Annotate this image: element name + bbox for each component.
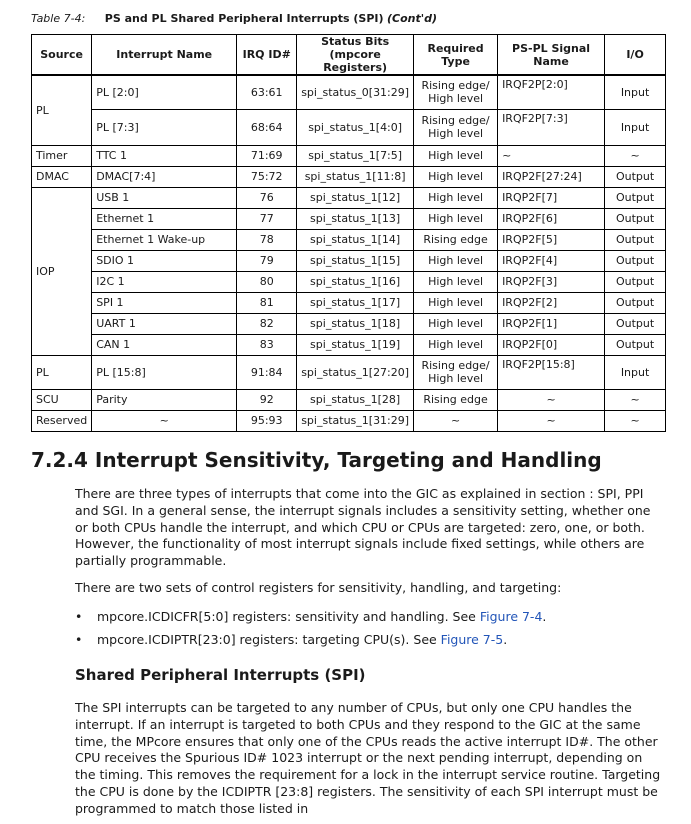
- interrupt-name-cell: Parity: [92, 389, 237, 410]
- interrupt-name-cell: USB 1: [92, 187, 237, 208]
- irq-id-cell: 91:84: [237, 355, 297, 389]
- irq-id-cell: 71:69: [237, 145, 297, 166]
- source-cell: Timer: [32, 145, 92, 166]
- bullet-text-main: mpcore.ICDICFR[5:0] registers: sensitivity and handling. See: [97, 609, 480, 624]
- interrupt-name-cell: PL [2:0]: [92, 75, 237, 109]
- interrupt-name-cell: SDIO 1: [92, 250, 237, 271]
- source-cell: DMAC: [32, 166, 92, 187]
- irq-id-cell: 68:64: [237, 109, 297, 145]
- required-type-cell: High level: [414, 187, 498, 208]
- signal-name-cell: IRQP2F[4]: [498, 250, 605, 271]
- required-type-line1: Rising edge/: [421, 114, 490, 127]
- io-cell: Output: [605, 250, 666, 271]
- required-type-line1: Rising edge/: [421, 79, 490, 93]
- required-type-line2: High level: [428, 372, 484, 385]
- required-type-cell: [414, 109, 498, 145]
- irq-id-cell: 82: [237, 313, 297, 334]
- irq-id-cell: 78: [237, 229, 297, 250]
- status-bits-cell: spi_status_1[14]: [297, 229, 414, 250]
- bullet-dot: •: [75, 632, 83, 647]
- interrupt-name-cell: DMAC[7:4]: [92, 166, 237, 187]
- source-cell: IOP: [32, 187, 92, 355]
- table-row: [32, 109, 666, 145]
- figure-7-5-link[interactable]: Figure 7-5: [440, 632, 504, 647]
- status-bits-cell: spi_status_1[28]: [297, 389, 414, 410]
- table-header-row: [32, 35, 666, 76]
- irq-id-cell: 81: [237, 292, 297, 313]
- irq-id-cell: 76: [237, 187, 297, 208]
- status-bits-cell: spi_status_0[31:29]: [297, 75, 414, 109]
- bullet-text-end: .: [503, 632, 508, 647]
- table-row: [32, 313, 666, 334]
- signal-name-cell: IRQP2F[0]: [498, 334, 605, 355]
- irq-id-cell: 75:72: [237, 166, 297, 187]
- table-row: [32, 271, 666, 292]
- bullet-text: [97, 609, 546, 624]
- source-cell: Reserved: [32, 410, 92, 431]
- table-row: [32, 250, 666, 271]
- table-row: [32, 145, 666, 166]
- header-status-bits-line2: (mpcore Registers): [323, 48, 388, 74]
- table-row: [32, 229, 666, 250]
- table-row: [32, 389, 666, 410]
- spi-table: [31, 34, 666, 432]
- table-caption-continued: (Cont'd): [387, 12, 438, 25]
- status-bits-cell: spi_status_1[12]: [297, 187, 414, 208]
- table-row: [32, 292, 666, 313]
- required-type-cell: [414, 355, 498, 389]
- signal-name-cell: IRQP2F[5]: [498, 229, 605, 250]
- required-type-line2: High level: [428, 92, 484, 106]
- required-type-cell: High level: [414, 292, 498, 313]
- interrupt-name-cell: CAN 1: [92, 334, 237, 355]
- required-type-cell: High level: [414, 271, 498, 292]
- header-interrupt-name: Interrupt Name: [92, 35, 237, 76]
- interrupt-name-cell: UART 1: [92, 313, 237, 334]
- paragraph-intro: There are three types of interrupts that come into the GIC as explained in section : SPI, PPI and SGI. In a general sense, the interrupt signals includes a sensitivity setting, whether one or both CPUs handle the interrupt, and which CPU or CPUs are targeted: zero, one, or both. However, the functionality of most interrupt signals include fixed settings, while others are partially programmable.: [75, 486, 651, 569]
- io-cell: ~: [605, 145, 666, 166]
- status-bits-cell: spi_status_1[18]: [297, 313, 414, 334]
- signal-name-cell: IRQF2P[15:8]: [498, 355, 605, 389]
- signal-name-cell: IRQP2F[3]: [498, 271, 605, 292]
- status-bits-cell: spi_status_1[15]: [297, 250, 414, 271]
- signal-name-cell: IRQP2F[7]: [498, 187, 605, 208]
- required-type-cell: High level: [414, 208, 498, 229]
- header-required-type: Required Type: [414, 35, 498, 76]
- io-cell: Output: [605, 229, 666, 250]
- interrupt-name-cell: ~: [92, 410, 237, 431]
- interrupt-name-cell: Ethernet 1 Wake-up: [92, 229, 237, 250]
- required-type-cell: High level: [414, 145, 498, 166]
- required-type-cell: High level: [414, 334, 498, 355]
- header-signal-name: PS-PL Signal Name: [498, 35, 605, 76]
- bullet-text: [97, 632, 507, 647]
- io-cell: ~: [605, 389, 666, 410]
- signal-name-cell: IRQF2P[2:0]: [498, 75, 605, 109]
- required-type-cell: Rising edge: [414, 229, 498, 250]
- required-type-cell: High level: [414, 313, 498, 334]
- io-cell: Output: [605, 166, 666, 187]
- io-cell: Output: [605, 271, 666, 292]
- io-cell: Output: [605, 313, 666, 334]
- status-bits-cell: spi_status_1[7:5]: [297, 145, 414, 166]
- interrupt-name-cell: PL [7:3]: [92, 109, 237, 145]
- status-bits-cell: spi_status_1[16]: [297, 271, 414, 292]
- irq-id-cell: 63:61: [237, 75, 297, 109]
- table-caption-label: Table 7-4:: [31, 12, 86, 25]
- table-row: [32, 334, 666, 355]
- status-bits-cell: spi_status_1[27:20]: [297, 355, 414, 389]
- required-type-cell: High level: [414, 166, 498, 187]
- status-bits-cell: spi_status_1[17]: [297, 292, 414, 313]
- required-type-cell: [414, 75, 498, 109]
- interrupt-name-cell: I2C 1: [92, 271, 237, 292]
- io-cell: Input: [605, 75, 666, 109]
- table-caption: [31, 12, 437, 25]
- irq-id-cell: 95:93: [237, 410, 297, 431]
- header-source: Source: [32, 35, 92, 76]
- table-row: [32, 75, 666, 109]
- table-row: [32, 410, 666, 431]
- required-type-cell: Rising edge: [414, 389, 498, 410]
- source-cell: SCU: [32, 389, 92, 410]
- table-row: [32, 208, 666, 229]
- irq-id-cell: 77: [237, 208, 297, 229]
- table-row: [32, 355, 666, 389]
- source-cell: PL: [32, 355, 92, 389]
- bullet-text-main: mpcore.ICDIPTR[23:0] registers: targeting CPU(s). See: [97, 632, 441, 647]
- io-cell: ~: [605, 410, 666, 431]
- irq-id-cell: 79: [237, 250, 297, 271]
- interrupt-name-cell: TTC 1: [92, 145, 237, 166]
- header-status-bits-line1: Status Bits: [321, 35, 390, 48]
- header-io: I/O: [605, 35, 666, 76]
- signal-name-cell: ~: [498, 410, 605, 431]
- figure-7-4-link[interactable]: Figure 7-4: [479, 609, 543, 624]
- signal-name-cell: IRQP2F[2]: [498, 292, 605, 313]
- status-bits-cell: spi_status_1[4:0]: [297, 109, 414, 145]
- required-type-line2: High level: [428, 127, 484, 140]
- interrupt-name-cell: PL [15:8]: [92, 355, 237, 389]
- io-cell: Input: [605, 109, 666, 145]
- io-cell: Output: [605, 334, 666, 355]
- interrupt-name-cell: Ethernet 1: [92, 208, 237, 229]
- bullet-dot: •: [75, 609, 83, 624]
- paragraph-control-registers: There are two sets of control registers for sensitivity, handling, and targeting:: [75, 580, 562, 595]
- required-type-line1: Rising edge/: [421, 359, 490, 372]
- header-status-bits: [297, 35, 414, 76]
- signal-name-cell: ~: [498, 145, 605, 166]
- table-row: [32, 187, 666, 208]
- irq-id-cell: 83: [237, 334, 297, 355]
- interrupt-name-cell: SPI 1: [92, 292, 237, 313]
- irq-id-cell: 92: [237, 389, 297, 410]
- paragraph-spi: The SPI interrupts can be targeted to any number of CPUs, but only one CPU handles the interrupt. If an interrupt is targeted to both CPUs and they respond to the GIC at the same time, the MPcore ensures that only one of the CPUs reads the active interrupt ID#. The other CPU receives the Spurious ID# 1023 interrupt or the next pending interrupt, depending on the timing. This removes the requirement for a lock in the interrupt service routine. Targeting the CPU is done by the ICDIPTR [23:8] registers. The sensitivity of each SPI interrupt must be programmed to match those listed in: [75, 700, 661, 816]
- io-cell: Input: [605, 355, 666, 389]
- status-bits-cell: spi_status_1[19]: [297, 334, 414, 355]
- io-cell: Output: [605, 208, 666, 229]
- status-bits-cell: spi_status_1[31:29]: [297, 410, 414, 431]
- io-cell: Output: [605, 292, 666, 313]
- signal-name-cell: IRQP2F[6]: [498, 208, 605, 229]
- status-bits-cell: spi_status_1[11:8]: [297, 166, 414, 187]
- signal-name-cell: ~: [498, 389, 605, 410]
- subsection-heading: Shared Peripheral Interrupts (SPI): [75, 666, 366, 684]
- header-irq-id: IRQ ID#: [237, 35, 297, 76]
- signal-name-cell: IRQF2P[7:3]: [498, 109, 605, 145]
- signal-name-cell: IRQP2F[1]: [498, 313, 605, 334]
- signal-name-cell: IRQP2F[27:24]: [498, 166, 605, 187]
- required-type-cell: ~: [414, 410, 498, 431]
- section-heading: 7.2.4 Interrupt Sensitivity, Targeting and Handling: [31, 448, 602, 472]
- source-cell: PL: [32, 75, 92, 145]
- table-row: [32, 166, 666, 187]
- io-cell: Output: [605, 187, 666, 208]
- status-bits-cell: spi_status_1[13]: [297, 208, 414, 229]
- irq-id-cell: 80: [237, 271, 297, 292]
- table-caption-title: PS and PL Shared Peripheral Interrupts (SPI): [104, 12, 384, 25]
- bullet-text-end: .: [542, 609, 547, 624]
- required-type-cell: High level: [414, 250, 498, 271]
